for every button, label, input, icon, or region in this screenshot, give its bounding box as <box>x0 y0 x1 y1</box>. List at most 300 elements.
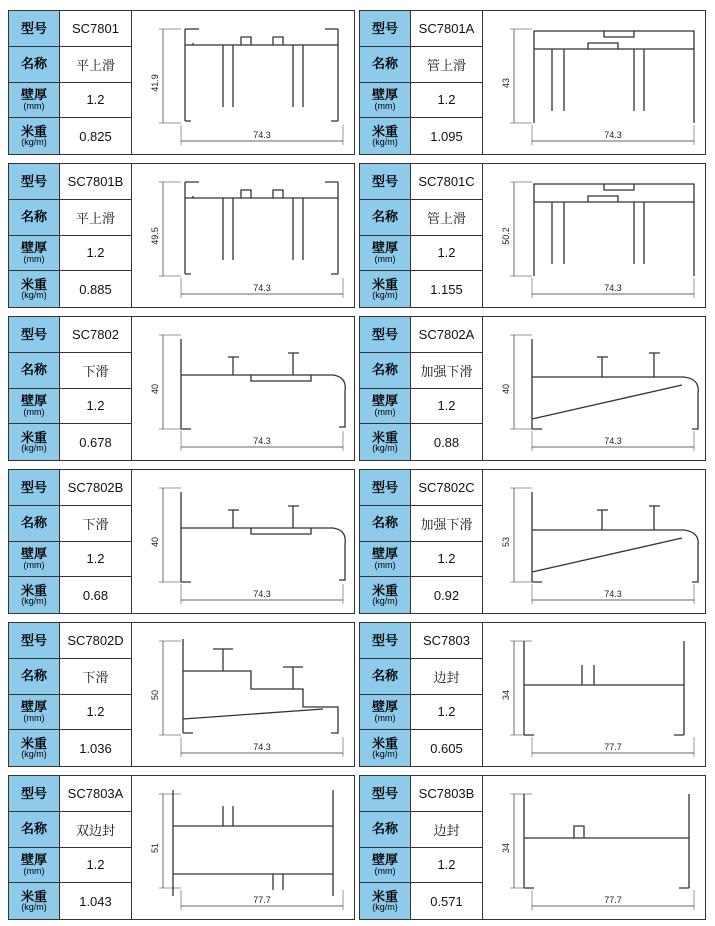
weight-value-cell <box>411 271 483 307</box>
profile-outline <box>524 794 689 888</box>
model-value-cell <box>60 776 132 811</box>
weight-label-cell <box>9 118 60 154</box>
model-value: SC7803B <box>418 785 475 801</box>
thickness-value: 1.2 <box>86 398 105 414</box>
model-label: 型号 <box>371 173 398 189</box>
thickness-value-cell <box>60 848 132 883</box>
thickness-label-cell <box>360 848 411 883</box>
spec-table <box>9 470 132 613</box>
name-label-cell <box>360 353 411 388</box>
model-value: SC7802D <box>67 632 124 648</box>
profile-card <box>8 316 355 461</box>
weight-unit: (kg/m) <box>372 443 398 454</box>
model-value-cell <box>60 317 132 352</box>
spec-row-name <box>360 47 483 83</box>
thickness-value: 1.2 <box>86 551 105 567</box>
model-value-cell <box>411 164 483 199</box>
thickness-value: 1.2 <box>437 245 456 261</box>
profile-section-svg <box>484 317 705 460</box>
name-label: 名称 <box>20 515 47 531</box>
spec-row-model <box>9 776 132 812</box>
profile-section-svg <box>133 470 354 613</box>
thickness-unit: (mm) <box>23 559 45 570</box>
spec-table <box>9 11 132 154</box>
width-dimension-text: 74.3 <box>253 589 271 599</box>
width-dimension-text: 74.3 <box>604 283 622 293</box>
name-value: 下滑 <box>82 669 109 685</box>
spec-table <box>9 776 132 919</box>
profile-outline <box>532 339 698 429</box>
name-label: 名称 <box>371 362 398 378</box>
model-label-cell <box>360 623 411 658</box>
model-label-cell <box>9 623 60 658</box>
profile-card <box>8 622 355 767</box>
profile-drawing <box>484 470 705 613</box>
weight-value: 0.825 <box>79 128 112 144</box>
name-value-cell <box>411 353 483 388</box>
name-label-cell <box>9 812 60 847</box>
profile-drawing <box>484 11 705 154</box>
model-label: 型号 <box>20 785 47 801</box>
model-value: SC7801B <box>67 173 124 189</box>
name-label: 名称 <box>20 362 47 378</box>
weight-value-cell <box>411 424 483 460</box>
weight-label: 米重 <box>20 888 47 904</box>
spec-row-model <box>9 623 132 659</box>
thickness-label-cell <box>360 695 411 730</box>
model-label-cell <box>9 164 60 199</box>
spec-row-thickness <box>9 695 132 731</box>
thickness-value-cell <box>411 83 483 118</box>
name-value-cell <box>60 812 132 847</box>
name-label: 名称 <box>371 209 398 225</box>
spec-row-name <box>360 200 483 236</box>
thickness-label: 壁厚 <box>371 699 398 715</box>
profile-card <box>359 10 706 155</box>
height-dimension-text: 34 <box>501 689 511 701</box>
weight-value: 1.095 <box>430 128 463 144</box>
profile-card <box>359 469 706 614</box>
name-value-cell <box>411 812 483 847</box>
weight-value-cell <box>60 577 132 613</box>
weight-value: 1.043 <box>79 893 112 909</box>
thickness-label: 壁厚 <box>20 87 47 103</box>
weight-label: 米重 <box>371 276 398 292</box>
thickness-value-cell <box>411 389 483 424</box>
spec-row-weight <box>9 730 132 766</box>
name-label: 名称 <box>20 209 47 225</box>
profile-card <box>8 10 355 155</box>
name-label-cell <box>360 47 411 82</box>
thickness-value-cell <box>60 83 132 118</box>
spec-row-thickness <box>9 389 132 425</box>
name-label-cell <box>9 659 60 694</box>
model-value: SC7801A <box>418 20 475 36</box>
weight-label-cell <box>360 424 411 460</box>
thickness-label: 壁厚 <box>371 393 398 409</box>
model-value-cell <box>60 11 132 46</box>
weight-label: 米重 <box>371 735 398 751</box>
height-dimension-text: 51 <box>150 842 160 854</box>
name-value: 下滑 <box>82 516 109 532</box>
weight-unit: (kg/m) <box>372 596 398 607</box>
spec-row-weight <box>360 271 483 307</box>
profile-section-svg <box>133 776 354 919</box>
weight-value: 0.885 <box>79 281 112 297</box>
spec-row-name <box>9 200 132 236</box>
width-dimension-text: 74.3 <box>253 130 271 140</box>
profile-section-svg <box>133 623 354 766</box>
spec-table <box>360 317 483 460</box>
spec-row-name <box>9 47 132 83</box>
weight-unit: (kg/m) <box>21 137 47 148</box>
name-label-cell <box>9 200 60 235</box>
model-value: SC7803 <box>423 632 470 648</box>
height-dimension-text: 40 <box>501 383 511 395</box>
name-label: 名称 <box>371 56 398 72</box>
name-label-cell <box>360 506 411 541</box>
width-dimension-text: 77.7 <box>604 895 622 905</box>
thickness-label: 壁厚 <box>20 699 47 715</box>
weight-label-cell <box>9 271 60 307</box>
profile-outline <box>183 639 338 733</box>
weight-value-cell <box>411 118 483 154</box>
profile-drawing <box>133 776 354 919</box>
model-value: SC7802A <box>418 326 475 342</box>
thickness-label-cell <box>9 389 60 424</box>
thickness-value: 1.2 <box>437 398 456 414</box>
spec-row-thickness <box>360 848 483 884</box>
thickness-unit: (mm) <box>23 100 45 111</box>
spec-row-thickness <box>360 236 483 272</box>
name-label-cell <box>9 47 60 82</box>
height-dimension-text: 50 <box>150 689 160 701</box>
model-label: 型号 <box>20 326 47 342</box>
model-value-cell <box>411 317 483 352</box>
thickness-value: 1.2 <box>437 857 456 873</box>
spec-table <box>360 776 483 919</box>
model-value-cell <box>411 11 483 46</box>
thickness-label: 壁厚 <box>371 87 398 103</box>
spec-row-name <box>9 506 132 542</box>
name-label-cell <box>9 506 60 541</box>
name-label: 名称 <box>20 668 47 684</box>
profile-outline <box>534 184 694 276</box>
weight-label: 米重 <box>371 582 398 598</box>
model-value-cell <box>411 623 483 658</box>
thickness-value-cell <box>411 236 483 271</box>
weight-label-cell <box>360 118 411 154</box>
thickness-unit: (mm) <box>374 559 396 570</box>
profile-card <box>8 469 355 614</box>
thickness-label-cell <box>9 542 60 577</box>
name-value-cell <box>60 506 132 541</box>
spec-table <box>360 470 483 613</box>
profile-outline <box>524 641 684 735</box>
spec-row-weight <box>9 118 132 154</box>
weight-unit: (kg/m) <box>21 443 47 454</box>
spec-row-model <box>9 11 132 47</box>
thickness-label-cell <box>9 848 60 883</box>
model-label-cell <box>9 470 60 505</box>
model-label-cell <box>9 317 60 352</box>
weight-value: 0.605 <box>430 740 463 756</box>
name-value-cell <box>411 47 483 82</box>
spec-row-weight <box>360 424 483 460</box>
thickness-value-cell <box>60 389 132 424</box>
model-label: 型号 <box>20 632 47 648</box>
weight-value-cell <box>60 730 132 766</box>
spec-table <box>360 11 483 154</box>
thickness-value-cell <box>60 236 132 271</box>
weight-label-cell <box>9 883 60 919</box>
spec-row-name <box>9 353 132 389</box>
thickness-unit: (mm) <box>374 712 396 723</box>
width-dimension-text: 74.3 <box>604 589 622 599</box>
thickness-value: 1.2 <box>437 704 456 720</box>
spec-table <box>9 623 132 766</box>
thickness-label: 壁厚 <box>20 546 47 562</box>
weight-unit: (kg/m) <box>21 749 47 760</box>
weight-label: 米重 <box>20 582 47 598</box>
profile-card <box>359 622 706 767</box>
weight-value: 0.571 <box>430 893 463 909</box>
name-label-cell <box>9 353 60 388</box>
name-value-cell <box>60 659 132 694</box>
weight-unit: (kg/m) <box>21 596 47 607</box>
profile-outline <box>185 29 338 121</box>
thickness-unit: (mm) <box>374 406 396 417</box>
spec-row-weight <box>9 577 132 613</box>
model-value-cell <box>60 470 132 505</box>
weight-unit: (kg/m) <box>21 902 47 913</box>
name-label: 名称 <box>371 515 398 531</box>
profile-section-svg <box>133 164 354 307</box>
thickness-value-cell <box>411 695 483 730</box>
weight-label: 米重 <box>20 429 47 445</box>
spec-row-thickness <box>9 236 132 272</box>
profile-drawing <box>484 317 705 460</box>
weight-unit: (kg/m) <box>372 902 398 913</box>
width-dimension-text: 74.3 <box>604 436 622 446</box>
weight-unit: (kg/m) <box>21 290 47 301</box>
spec-row-thickness <box>360 83 483 119</box>
spec-row-thickness <box>360 389 483 425</box>
thickness-label-cell <box>360 542 411 577</box>
weight-label: 米重 <box>371 888 398 904</box>
thickness-label-cell <box>360 83 411 118</box>
thickness-label: 壁厚 <box>371 240 398 256</box>
weight-unit: (kg/m) <box>372 749 398 760</box>
height-dimension-text: 41.9 <box>150 74 160 92</box>
weight-value-cell <box>60 271 132 307</box>
spec-row-model <box>9 470 132 506</box>
model-label-cell <box>360 470 411 505</box>
name-value-cell <box>411 659 483 694</box>
weight-value: 1.155 <box>430 281 463 297</box>
height-dimension-text: 50.2 <box>501 227 511 245</box>
thickness-unit: (mm) <box>23 406 45 417</box>
model-label-cell <box>360 11 411 46</box>
height-dimension-text: 40 <box>150 383 160 395</box>
name-value: 平上滑 <box>75 57 115 73</box>
spec-row-model <box>9 164 132 200</box>
thickness-label-cell <box>9 83 60 118</box>
profile-drawing <box>133 623 354 766</box>
name-value-cell <box>411 506 483 541</box>
profile-section-svg <box>133 11 354 154</box>
profile-section-svg <box>133 317 354 460</box>
thickness-unit: (mm) <box>374 100 396 111</box>
weight-unit: (kg/m) <box>372 137 398 148</box>
thickness-label: 壁厚 <box>371 546 398 562</box>
weight-label: 米重 <box>20 735 47 751</box>
profile-drawing <box>133 164 354 307</box>
profile-drawing <box>484 164 705 307</box>
profile-drawing <box>133 317 354 460</box>
name-value: 边封 <box>433 822 460 838</box>
model-label: 型号 <box>371 785 398 801</box>
name-value: 加强下滑 <box>420 516 473 532</box>
weight-value-cell <box>60 883 132 919</box>
weight-value: 0.678 <box>79 434 112 450</box>
weight-label: 米重 <box>20 123 47 139</box>
model-value: SC7801C <box>418 173 475 189</box>
spec-row-model <box>360 164 483 200</box>
width-dimension-text: 77.7 <box>253 895 271 905</box>
model-label-cell <box>360 317 411 352</box>
profile-card <box>8 775 355 920</box>
weight-label-cell <box>360 730 411 766</box>
profile-outline <box>173 790 333 896</box>
spec-row-thickness <box>360 695 483 731</box>
thickness-unit: (mm) <box>374 253 396 264</box>
spec-row-name <box>360 812 483 848</box>
thickness-label-cell <box>360 236 411 271</box>
name-value: 下滑 <box>82 363 109 379</box>
weight-unit: (kg/m) <box>372 290 398 301</box>
height-dimension-text: 49.5 <box>150 227 160 245</box>
model-value: SC7802 <box>72 326 119 342</box>
weight-label: 米重 <box>20 276 47 292</box>
spec-row-weight <box>9 883 132 919</box>
thickness-value: 1.2 <box>86 245 105 261</box>
spec-row-model <box>360 470 483 506</box>
name-label: 名称 <box>371 668 398 684</box>
spec-table <box>9 164 132 307</box>
thickness-label: 壁厚 <box>371 852 398 868</box>
profile-outline <box>532 492 698 582</box>
model-label-cell <box>9 11 60 46</box>
spec-row-name <box>9 812 132 848</box>
spec-row-name <box>360 659 483 695</box>
spec-row-weight <box>9 424 132 460</box>
spec-row-model <box>360 11 483 47</box>
model-value-cell <box>60 623 132 658</box>
model-label: 型号 <box>371 20 398 36</box>
height-dimension-text: 43 <box>501 77 511 89</box>
profile-outline <box>534 31 694 123</box>
weight-value-cell <box>411 730 483 766</box>
model-label: 型号 <box>371 479 398 495</box>
name-label-cell <box>360 200 411 235</box>
model-value-cell <box>60 164 132 199</box>
thickness-label: 壁厚 <box>20 393 47 409</box>
weight-value: 0.92 <box>433 587 460 603</box>
width-dimension-text: 74.3 <box>253 742 271 752</box>
thickness-value: 1.2 <box>437 92 456 108</box>
name-value-cell <box>411 200 483 235</box>
model-label: 型号 <box>20 173 47 189</box>
weight-value-cell <box>60 424 132 460</box>
thickness-value-cell <box>411 848 483 883</box>
weight-value: 0.68 <box>82 587 109 603</box>
thickness-unit: (mm) <box>23 865 45 876</box>
name-label: 名称 <box>20 56 47 72</box>
name-value: 管上滑 <box>426 57 466 73</box>
profile-card <box>359 316 706 461</box>
weight-value: 0.88 <box>433 434 460 450</box>
profile-section-svg <box>484 623 705 766</box>
width-dimension-text: 77.7 <box>604 742 622 752</box>
weight-label-cell <box>360 883 411 919</box>
thickness-label-cell <box>9 695 60 730</box>
profile-drawing <box>133 470 354 613</box>
name-value-cell <box>60 47 132 82</box>
model-value: SC7801 <box>72 20 119 36</box>
profile-card <box>359 775 706 920</box>
weight-label-cell <box>9 730 60 766</box>
thickness-unit: (mm) <box>23 712 45 723</box>
model-label: 型号 <box>20 479 47 495</box>
thickness-unit: (mm) <box>374 865 396 876</box>
weight-label: 米重 <box>371 429 398 445</box>
width-dimension-text: 74.3 <box>604 130 622 140</box>
thickness-value: 1.2 <box>86 92 105 108</box>
name-label-cell <box>360 659 411 694</box>
spec-row-name <box>9 659 132 695</box>
model-value-cell <box>411 470 483 505</box>
thickness-value-cell <box>411 542 483 577</box>
spec-row-thickness <box>9 848 132 884</box>
model-value: SC7803A <box>67 785 124 801</box>
model-label-cell <box>9 776 60 811</box>
model-label: 型号 <box>371 326 398 342</box>
width-dimension-text: 74.3 <box>253 436 271 446</box>
profile-section-svg <box>484 776 705 919</box>
thickness-value-cell <box>60 542 132 577</box>
model-label: 型号 <box>20 20 47 36</box>
spec-row-weight <box>360 883 483 919</box>
profile-drawing <box>133 11 354 154</box>
thickness-value: 1.2 <box>86 704 105 720</box>
weight-label-cell <box>9 424 60 460</box>
spec-row-name <box>360 506 483 542</box>
spec-row-weight <box>9 271 132 307</box>
thickness-value-cell <box>60 695 132 730</box>
thickness-value: 1.2 <box>437 551 456 567</box>
profile-outline <box>185 182 338 274</box>
spec-table <box>360 623 483 766</box>
spec-row-name <box>360 353 483 389</box>
height-dimension-text: 53 <box>501 536 511 548</box>
spec-row-thickness <box>360 542 483 578</box>
spec-table <box>360 164 483 307</box>
thickness-label: 壁厚 <box>20 852 47 868</box>
profile-section-svg <box>484 11 705 154</box>
profile-section-svg <box>484 470 705 613</box>
profile-card <box>359 163 706 308</box>
